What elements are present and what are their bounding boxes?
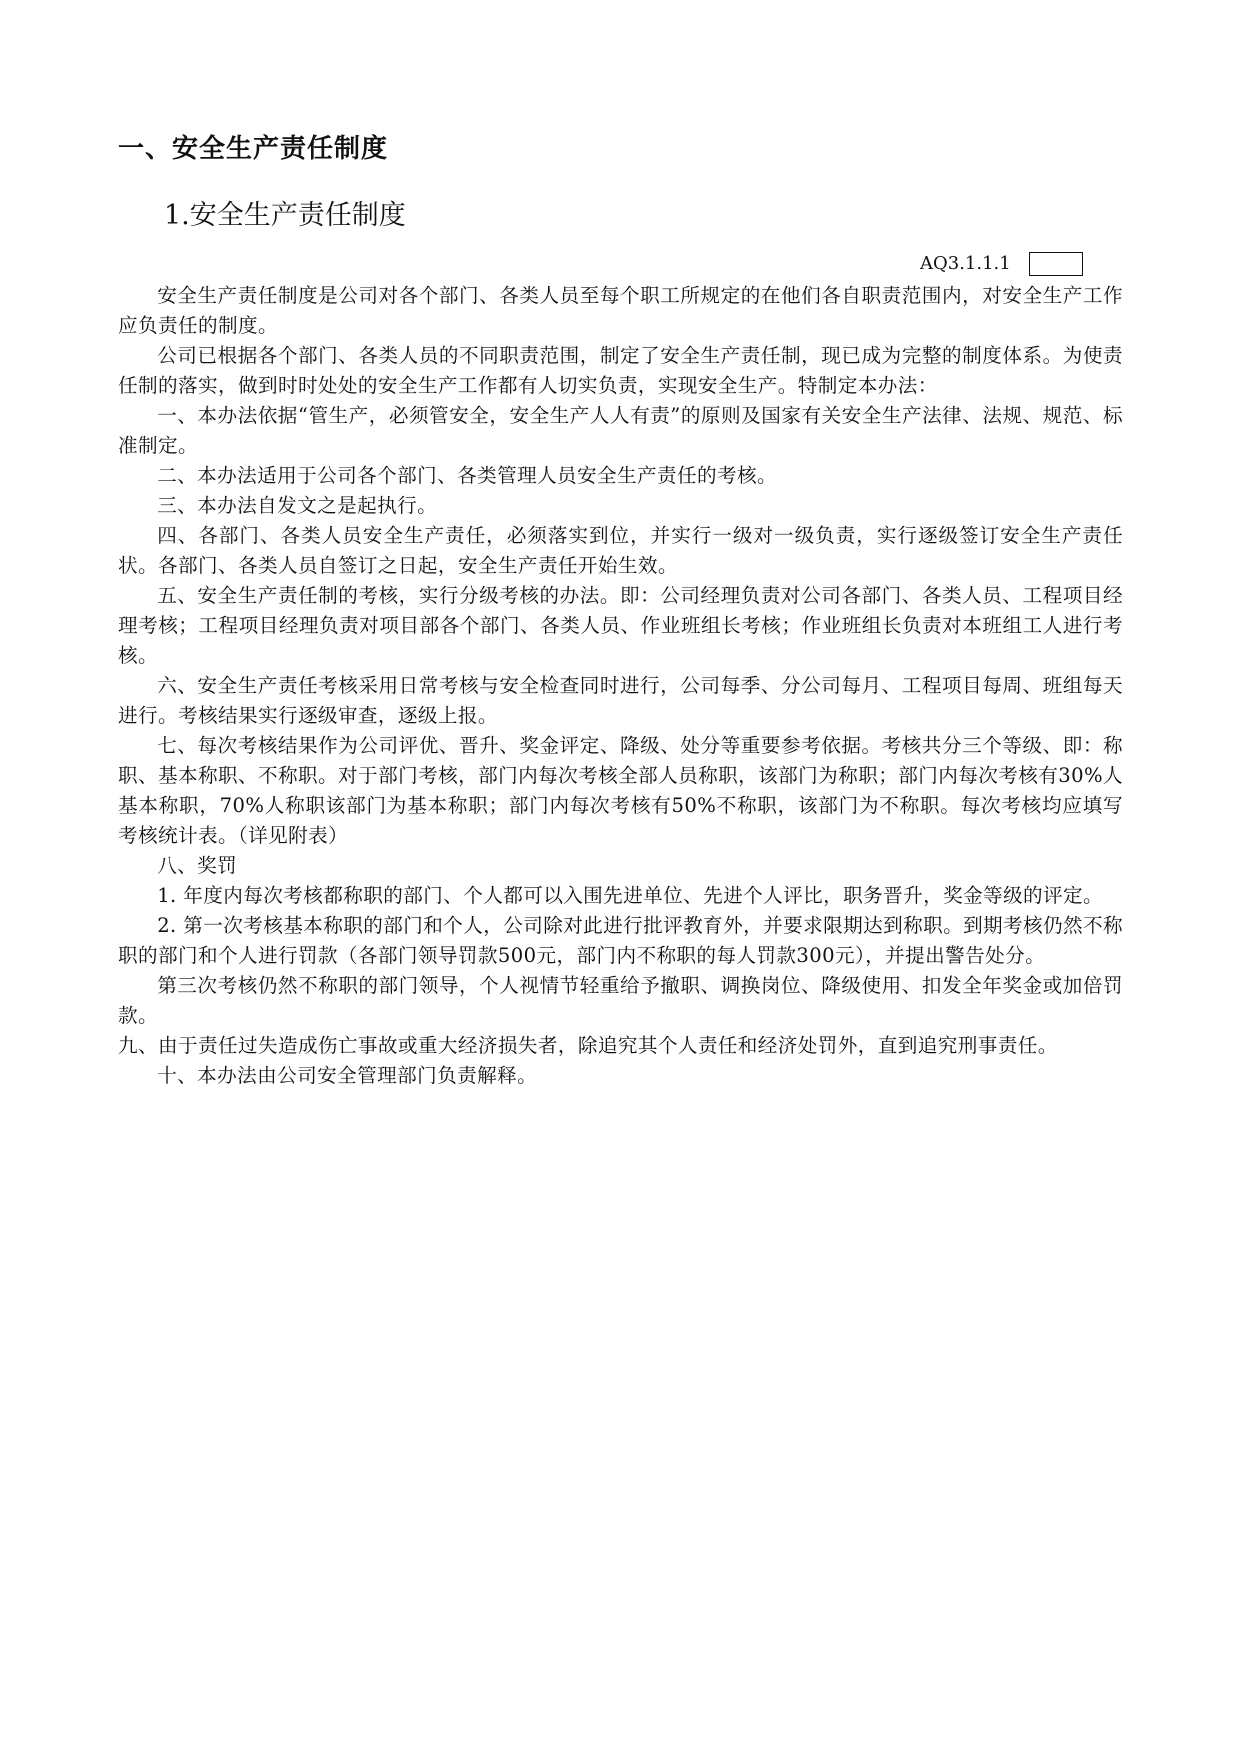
paragraph: 第三次考核仍然不称职的部门领导，个人视情节轻重给予撤职、调换岗位、降级使用、扣发全年奖金或加倍罚款。 [118,974,1123,1027]
paragraph: 四、各部门、各类人员安全生产责任，必须落实到位，并实行一级对一级负责，实行逐级签订安全生产责任状。各部门、各类人员自签订之日起，安全生产责任开始生效。 [118,524,1123,577]
section-title: 1.安全生产责任制度 [164,200,406,231]
paragraph: 七、每次考核结果作为公司评优、晋升、奖金评定、降级、处分等重要参考依据。考核共分三个等级、即：称职、基本称职、不称职。对于部门考核，部门内每次考核全部人员称职，该部门为称职；部门内每次考核有30%人基本称职，70%人称职该部门为基本称职；部门内每次考核有50%不称职，该部门为不称职。每次考核均应填写考核统计表。（详见附表） [118,734,1123,847]
doc-code: AQ3.1.1.1 [920,253,1011,274]
paragraph: 1. 年度内每次考核都称职的部门、个人都可以入围先进单位、先进个人评比，职务晋升，奖金等级的评定。 [157,884,1104,907]
paragraph: 六、安全生产责任考核采用日常考核与安全检查同时进行，公司每季、分公司每月、工程项目每周、班组每天进行。考核结果实行逐级审查，逐级上报。 [118,674,1123,727]
paragraph: 九、由于责任过失造成伤亡事故或重大经济损失者，除追究其个人责任和经济处罚外，直到追究刑事责任。 [118,1034,1058,1057]
paragraph: 八、奖罚 [157,854,238,877]
paragraph: 五、安全生产责任制的考核，实行分级考核的办法。即：公司经理负责对公司各部门、各类人员、工程项目经理考核；工程项目经理负责对项目部各个部门、各类人员、作业班组长考核；作业班组长负责对本班组工人进行考核。 [118,584,1123,667]
paragraph: 三、本办法自发文之是起执行。 [157,494,438,517]
doc-code-row [920,250,1083,278]
doc-code-checkbox [1029,252,1083,276]
paragraph: 公司已根据各个部门、各类人员的不同职责范围，制定了安全生产责任制，现已成为完整的制度体系。为使责任制的落实，做到时时处处的安全生产工作都有人切实负责，实现安全生产。特制定本办法： [118,344,1123,397]
paragraph: 2. 第一次考核基本称职的部门和个人，公司除对此进行批评教育外，并要求限期达到称职。到期考核仍然不称职的部门和个人进行罚款（各部门领导罚款500元，部门内不称职的每人罚款300元），并提出警告处分。 [118,914,1124,967]
paragraph: 二、本办法适用于公司各个部门、各类管理人员安全生产责任的考核。 [157,464,777,487]
document-body [118,281,1123,1091]
paragraph: 十、本办法由公司安全管理部门负责解释。 [157,1064,538,1087]
chapter-title: 一、安全生产责任制度 [118,134,389,164]
paragraph: 安全生产责任制度是公司对各个部门、各类人员至每个职工所规定的在他们各自职责范围内，对安全生产工作应负责任的制度。 [118,284,1123,337]
paragraph: 一、本办法依据“管生产，必须管安全，安全生产人人有责”的原则及国家有关安全生产法律、法规、规范、标准制定。 [118,404,1123,457]
